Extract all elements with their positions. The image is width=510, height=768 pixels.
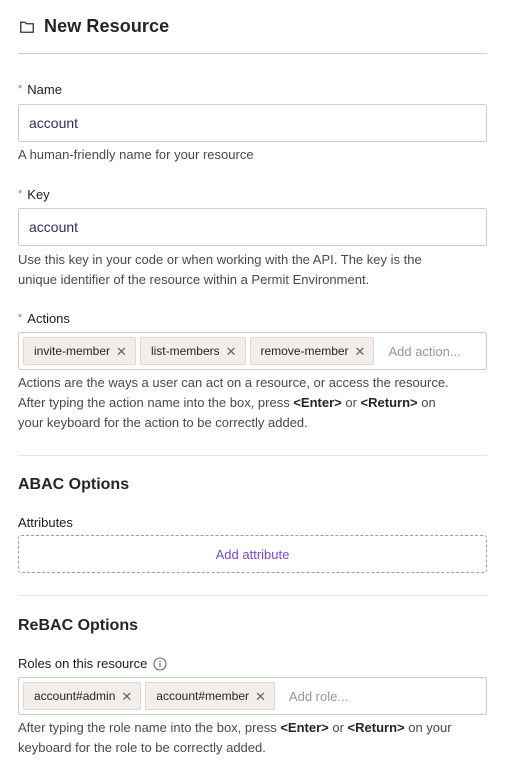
roles-label-text: Roles on this resource xyxy=(18,656,148,671)
name-label xyxy=(18,82,62,97)
remove-tag-icon[interactable]: ✕ xyxy=(225,343,237,359)
required-marker: * xyxy=(18,311,23,324)
help-text: or xyxy=(328,720,348,735)
name-input-value: account xyxy=(29,115,79,131)
add-role-placeholder[interactable]: Add role... xyxy=(288,688,349,704)
key-help-line-1: Use this key in your code or when working with the API. The key is the xyxy=(18,252,422,267)
key-input[interactable] xyxy=(18,208,487,246)
remove-tag-icon[interactable]: ✕ xyxy=(121,688,133,704)
action-tag-label: list-members xyxy=(150,344,220,358)
return-key-hint: <Return> xyxy=(360,395,418,410)
required-marker: * xyxy=(18,82,23,95)
actions-label-text: Actions xyxy=(27,311,70,326)
actions-label xyxy=(18,311,70,326)
add-attribute-button[interactable] xyxy=(18,535,487,573)
help-text: After typing the action name into the box, press xyxy=(18,395,294,410)
help-text: on xyxy=(417,395,436,410)
roles-label xyxy=(18,656,167,671)
section-divider xyxy=(18,595,487,596)
action-tag xyxy=(250,337,375,365)
help-text: After typing the role name into the box, press xyxy=(18,720,281,735)
action-tag xyxy=(140,337,246,365)
remove-tag-icon[interactable]: ✕ xyxy=(255,688,266,704)
actions-help xyxy=(18,373,449,433)
help-text: or xyxy=(341,395,361,410)
help-text: on your xyxy=(404,720,452,735)
key-label xyxy=(18,187,50,202)
add-action-placeholder[interactable]: Add action... xyxy=(388,343,461,359)
remove-tag-icon[interactable]: ✕ xyxy=(354,343,366,359)
rebac-section-title: ReBAC Options xyxy=(18,617,138,634)
roles-input[interactable] xyxy=(18,677,487,715)
actions-help-line-1: Actions are the ways a user can act on a resource, or access the resource. xyxy=(18,375,449,390)
roles-help xyxy=(18,718,452,758)
enter-key-hint: <Enter> xyxy=(280,720,329,735)
role-tag xyxy=(23,682,141,710)
section-divider xyxy=(18,455,487,456)
roles-help-line-1 xyxy=(18,718,452,738)
required-marker: * xyxy=(18,187,23,200)
key-label-text: Key xyxy=(27,187,50,202)
add-attribute-label: Add attribute xyxy=(215,546,290,562)
role-tag-label: account#admin xyxy=(34,689,116,703)
key-help xyxy=(18,250,422,290)
roles-help-line-2: keyboard for the role to be correctly added. xyxy=(18,740,266,755)
return-key-hint: <Return> xyxy=(347,720,405,735)
form-header xyxy=(18,0,487,54)
action-tag-label: invite-member xyxy=(34,344,111,358)
remove-tag-icon[interactable]: ✕ xyxy=(116,343,127,359)
info-icon[interactable] xyxy=(153,657,167,671)
abac-section-title: ABAC Options xyxy=(18,476,130,493)
folder-icon xyxy=(20,21,34,33)
page-title: New Resource xyxy=(44,16,170,36)
role-tag-label: account#member xyxy=(156,689,250,703)
action-tag-label: remove-member xyxy=(260,344,349,358)
attributes-label: Attributes xyxy=(18,515,73,530)
key-help-line-2: unique identifier of the resource within a Permit Environment. xyxy=(18,272,370,287)
actions-help-line-3: your keyboard for the action to be correctly added. xyxy=(18,415,308,430)
actions-help-line-2 xyxy=(18,393,449,413)
actions-input[interactable] xyxy=(18,332,487,370)
key-input-value: account xyxy=(29,219,79,235)
enter-key-hint: <Enter> xyxy=(293,395,342,410)
action-tag xyxy=(23,337,136,365)
role-tag xyxy=(145,682,275,710)
name-input[interactable] xyxy=(18,104,487,142)
name-help: A human-friendly name for your resource xyxy=(18,147,254,162)
name-label-text: Name xyxy=(27,82,62,97)
